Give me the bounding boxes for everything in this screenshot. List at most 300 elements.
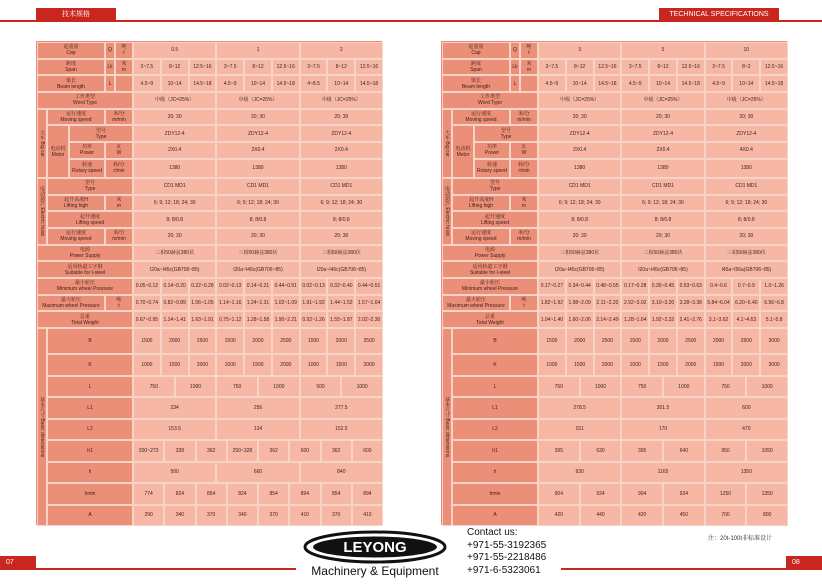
table-cell: 20; 30 [705, 109, 788, 126]
table-cell: 370 [258, 505, 289, 526]
table-cell: 1380 [538, 159, 621, 178]
table-cell: 1380 [621, 159, 704, 178]
table-cell: 934 [663, 483, 705, 504]
table-cell: 1.14~1.41 [161, 311, 189, 328]
header-tag-left: 技术规格 [36, 8, 116, 22]
motor-group-label: 电动机 Motor [452, 125, 474, 177]
table-cell: 8~12 [327, 59, 355, 76]
table-cell: 3.1~3.62 [705, 311, 733, 328]
table-cell: 0.70~0.74 [133, 295, 161, 312]
table-cell: 12.5~16 [677, 59, 705, 76]
row-label: 型号 Type [474, 125, 538, 142]
table-cell: 3.28~3.38 [677, 295, 705, 312]
row-label: L [47, 376, 133, 397]
table-cell: 12.5~16 [594, 59, 622, 76]
table-cell: 14.5~18 [355, 75, 383, 92]
table-cell: 1.24~1.31 [244, 295, 272, 312]
table-cell: 950 [705, 440, 747, 461]
row-label: 功率 Power [474, 142, 510, 159]
row-label: 型号 Type [47, 178, 133, 195]
table-cell: 1500 [538, 328, 566, 354]
table-cell: 4.1~4.63 [732, 311, 760, 328]
table-cell: 2500 [272, 328, 300, 354]
contact-phone: +971-55-2218486 [467, 552, 547, 563]
table-cell: 340 [227, 505, 258, 526]
table-cell: 14.5~18 [677, 75, 705, 92]
page-number-right: 08 [786, 556, 822, 570]
table-cell: 904 [538, 483, 580, 504]
table-cell: 0.67~0.95 [133, 311, 161, 328]
row-label: hmin [452, 483, 538, 504]
row-unit-label: 米 m [510, 195, 538, 212]
table-cell: 0.48~0.55 [594, 278, 622, 295]
table-cell: 2500 [677, 328, 705, 354]
table-cell: 470 [705, 419, 788, 440]
table-cell: 0.02~0.13 [300, 278, 328, 295]
side-group-label: 大车 Big car [442, 109, 452, 178]
table-cell: 1.60~2.06 [566, 311, 594, 328]
brand-logo [300, 530, 450, 580]
row-label: hmin [47, 483, 133, 504]
table-cell: 14.5~18 [760, 75, 788, 92]
table-cell: 2.14~2.49 [594, 311, 622, 328]
row-unit: Lk [105, 59, 115, 76]
table-cell: 278.5 [538, 397, 621, 418]
table-cell: 10 [705, 42, 788, 59]
table-cell: 三相50赫兹380伏 [705, 245, 788, 262]
table-cell: 1 [216, 42, 299, 59]
row-unit-label: 吨 t [115, 42, 133, 59]
table-cell: 20; 30 [705, 228, 788, 245]
row-label: 梁长 Beam length [37, 75, 105, 92]
table-cell: I20a~I45c(GB706~85) [216, 261, 299, 278]
table-cell: 924 [580, 483, 622, 504]
table-cell: 2000 [705, 328, 733, 354]
table-cell: 600 [705, 397, 788, 418]
table-cell: 1000 [341, 376, 383, 397]
table-cell: 750 [133, 376, 175, 397]
table-cell: 0.17~0.28 [621, 278, 649, 295]
table-cell: 6; 9; 12; 18; 24; 30 [705, 195, 788, 212]
table-cell: 1.14~1.16 [216, 295, 244, 312]
row-label: h1 [452, 440, 538, 461]
table-cell: 1500 [566, 354, 594, 375]
table-cell: 600 [289, 440, 320, 461]
row-label: h [452, 462, 538, 483]
table-cell: 0.44~0.51 [355, 278, 383, 295]
table-cell: 420 [538, 505, 580, 526]
table-cell: 6.20~6.40 [732, 295, 760, 312]
table-cell: 1.92~2.32 [649, 311, 677, 328]
table-cell: 600 [352, 440, 383, 461]
table-cell: 824 [164, 483, 195, 504]
table-cell: 8~2 [732, 59, 760, 76]
table-cell: 0.14~0.21 [244, 278, 272, 295]
row-label: 工作类型 Word Type [37, 92, 133, 109]
table-cell: ZDY12-4 [538, 125, 621, 142]
table-cell: 362 [258, 440, 289, 461]
row-label: 最大轮压 Maximum wheel Pressure [37, 295, 105, 312]
table-cell: ZDY12-4 [216, 125, 299, 142]
table-cell: 3~7.5 [300, 59, 328, 76]
table-cell: 1500 [327, 354, 355, 375]
table-cell: 2500 [189, 328, 217, 354]
contact-block [467, 527, 546, 577]
table-cell: 8; 8/0.8 [216, 211, 299, 228]
table-cell: CD1 MD1 [621, 178, 704, 195]
table-cell: 2000 [272, 354, 300, 375]
table-cell: 200~273 [133, 440, 164, 461]
table-cell: 894 [352, 483, 383, 504]
table-cell: 3.10~3.20 [649, 295, 677, 312]
table-cell: 1350 [746, 483, 788, 504]
table-cell: 0.32~0.40 [327, 278, 355, 295]
table-cell: 14.5~18 [189, 75, 217, 92]
table-cell: 930 [538, 462, 621, 483]
side-group-label: 基本尺寸 Basic dimensions [37, 328, 47, 526]
contact-phone: +971-55-3192365 [467, 539, 547, 551]
row-label: A [452, 505, 538, 526]
table-cell: 1500 [216, 328, 244, 354]
table-cell: 2000 [566, 328, 594, 354]
row-label: h1 [47, 440, 133, 461]
row-unit-label: 米 m [115, 59, 133, 76]
table-cell: 250~328 [227, 440, 258, 461]
row-label: 适用轨道工字钢 Suitable for I-steel [442, 261, 538, 278]
table-cell: 234 [133, 397, 216, 418]
row-label: 运行速度 Moving speed [452, 228, 510, 245]
table-cell: 2X0.4 [133, 142, 216, 159]
table-cell: 0.14~0.20 [161, 278, 189, 295]
table-cell: 2.92~3.02 [621, 295, 649, 312]
row-label: 梁长 Beam length [442, 75, 510, 92]
table-cell: 2000 [327, 328, 355, 354]
table-cell: 8; 8/0.8 [621, 211, 704, 228]
row-label: K [452, 354, 538, 375]
table-cell: 12.5~16 [272, 59, 300, 76]
table-cell: 2000 [244, 328, 272, 354]
row-label: 功率 Power [69, 142, 105, 159]
table-cell: 6; 9; 12; 18; 24; 30 [133, 195, 216, 212]
table-cell: 中级（JC=25%） [621, 92, 704, 109]
table-cell: 1.55~1.87 [327, 311, 355, 328]
table-cell: 8; 8/0.8 [538, 211, 621, 228]
table-cell: 1500 [300, 328, 328, 354]
row-unit: Lk [510, 59, 520, 76]
footer-bar-left [36, 568, 296, 570]
table-cell: 20; 30 [538, 109, 621, 126]
table-cell: 660 [216, 462, 299, 483]
table-cell: 10~14 [161, 75, 189, 92]
table-cell: ZDY12-4 [133, 125, 216, 142]
note: 注：20t-100t非标准设计 [708, 536, 773, 542]
table-cell: 277.5 [300, 397, 383, 418]
table-cell: 2500 [732, 328, 760, 354]
table-cell: 840 [300, 462, 383, 483]
table-cell: 1000 [175, 376, 217, 397]
table-cell: 0.82~0.89 [161, 295, 189, 312]
table-cell: 1.02~1.09 [272, 295, 300, 312]
table-cell: 3~7.5 [538, 59, 566, 76]
table-cell: 12.5~16 [189, 59, 217, 76]
table-cell: 8; 8/0.8 [300, 211, 383, 228]
table-cell: I20a~I45c(GB706~85) [133, 261, 216, 278]
table-cell: 1000 [746, 376, 788, 397]
table-cell: 8~12 [161, 59, 189, 76]
table-cell: 1000 [300, 354, 328, 375]
table-cell: 2.02~2.30 [355, 311, 383, 328]
row-label: L1 [452, 397, 538, 418]
table-cell: 10~14 [649, 75, 677, 92]
table-cell: 750 [538, 376, 580, 397]
table-cell: 440 [580, 505, 622, 526]
row-label: 最小轮压 Minimum wheel Pressure [442, 278, 538, 295]
table-cell: 1.44~1.52 [327, 295, 355, 312]
row-unit-label: 吨 t [510, 295, 538, 312]
table-cell: 1.0~1.26 [760, 278, 788, 295]
table-cell: 1000 [133, 354, 161, 375]
header-tag-right: TECHNICAL SPECIFICATIONS [659, 8, 779, 22]
table-cell: 1.98~2.09 [566, 295, 594, 312]
table-cell: 1000 [258, 376, 300, 397]
table-cell: 3000 [760, 354, 788, 375]
table-cell: 14.5~18 [272, 75, 300, 92]
table-cell: I45a~I56a(GB706~85) [705, 261, 788, 278]
table-cell: 1.63~1.91 [189, 311, 217, 328]
row-unit: Q [105, 42, 115, 59]
table-cell: 500 [300, 376, 342, 397]
row-unit-label: 米/分 m/min [105, 228, 133, 245]
row-label: 适用轨道工字钢 Suitable for I-steel [37, 261, 133, 278]
row-label: B [47, 328, 133, 354]
row-unit-label: 米 m [105, 195, 133, 212]
table-cell: 三相50赫兹380伏 [300, 245, 383, 262]
table-cell: 395 [621, 440, 663, 461]
row-unit-label: 米/分 m/min [510, 228, 538, 245]
row-label: 型号 Type [452, 178, 538, 195]
row-unit-label [520, 75, 538, 92]
table-cell: 8~12 [649, 59, 677, 76]
table-cell: 134 [216, 419, 299, 440]
table-cell: 4.5~9 [133, 75, 161, 92]
table-cell: 340 [164, 505, 195, 526]
table-cell: 301.5 [621, 397, 704, 418]
table-cell: 2000 [161, 328, 189, 354]
table-cell: 2.41~2.76 [677, 311, 705, 328]
table-cell: 1380 [300, 159, 383, 178]
row-unit-label: 吨 t [105, 295, 133, 312]
table-cell: 20; 30 [538, 228, 621, 245]
table-cell: 854 [321, 483, 352, 504]
table-cell: 1500 [621, 328, 649, 354]
row-label: 跨度 Span [442, 59, 510, 76]
footer-bar-right [561, 568, 786, 570]
table-cell: 10~14 [566, 75, 594, 92]
row-unit-label: 米/分 m/min [105, 109, 133, 126]
table-cell: 20; 30 [133, 109, 216, 126]
table-cell: 2 [300, 42, 383, 59]
table-cell: 750 [216, 376, 258, 397]
table-cell: 20; 30 [216, 109, 299, 126]
row-label: 最大轮压 Maximum wheel Pressure [442, 295, 510, 312]
table-cell: 410 [289, 505, 320, 526]
table-cell: 2500 [594, 328, 622, 354]
table-cell: 20; 30 [300, 228, 383, 245]
table-cell: 0.35~0.45 [649, 278, 677, 295]
table-cell: 2000 [677, 354, 705, 375]
table-cell: 2X0.4 [538, 142, 621, 159]
table-cell: 6; 9; 12; 18; 24; 30 [216, 195, 299, 212]
contact-phone: +971-6-5323061 [467, 564, 541, 576]
table-cell: ZDY12-4 [300, 125, 383, 142]
table-cell: 0.44~0.51 [272, 278, 300, 295]
table-cell: 14.5~18 [594, 75, 622, 92]
row-label: 起升高度H Lifting high [47, 195, 105, 212]
row-label: 运行速度 Moving speed [47, 228, 105, 245]
table-cell: 10~14 [732, 75, 760, 92]
table-cell: 3~7.5 [705, 59, 733, 76]
table-cell: 1.57~1.64 [355, 295, 383, 312]
row-label: 起升速度 Lifting speed [452, 211, 538, 228]
table-cell: 0.7~0.9 [732, 278, 760, 295]
table-cell: 894 [289, 483, 320, 504]
table-cell: 1.06~1.05 [189, 295, 217, 312]
row-unit-label: 吨 t [520, 42, 538, 59]
row-label: 起重量 Cap [442, 42, 510, 59]
table-cell: 4.5~9 [538, 75, 566, 92]
table-cell: 中级（JC=25%） [216, 92, 299, 109]
table-cell: 三相50赫兹380伏 [538, 245, 621, 262]
table-cell: 2000 [189, 354, 217, 375]
row-unit: Q [510, 42, 520, 59]
table-cell: 500 [133, 462, 216, 483]
row-label: 电源 Power Supply [442, 245, 538, 262]
table-cell: 450 [663, 505, 705, 526]
table-cell: 4~8.5 [300, 75, 328, 92]
spec-table-right [441, 41, 787, 525]
table-cell: 1350 [705, 462, 788, 483]
table-cell: 中级（JC=25%） [538, 92, 621, 109]
table-cell: ZDY12-4 [705, 125, 788, 142]
table-cell: 1000 [538, 354, 566, 375]
row-label: 型号 Type [69, 125, 133, 142]
table-cell: 1000 [663, 376, 705, 397]
table-cell: 6; 9; 12; 18; 24; 30 [538, 195, 621, 212]
row-label: 转速 Rotary speed [69, 159, 105, 178]
table-cell: 1.91~1.92 [300, 295, 328, 312]
table-cell: 0.92~1.26 [300, 311, 328, 328]
row-unit: L [105, 75, 115, 92]
table-cell: 中级（JC=25%） [133, 92, 216, 109]
table-cell: 395 [538, 440, 580, 461]
table-cell: CD1 MD1 [133, 178, 216, 195]
page-number-left: 07 [0, 556, 36, 570]
table-cell: 170 [621, 419, 704, 440]
table-cell: 1000 [580, 376, 622, 397]
table-cell: 750 [621, 376, 663, 397]
table-cell: 1500 [161, 354, 189, 375]
row-unit-label: 转/分 r/min [510, 159, 538, 178]
table-cell: 1380 [133, 159, 216, 178]
table-cell: 三相50赫兹380伏 [216, 245, 299, 262]
table-cell: 三相50赫兹380伏 [621, 245, 704, 262]
table-cell: 2500 [355, 328, 383, 354]
table-cell: 640 [663, 440, 705, 461]
table-cell: 8; 8/0.8 [133, 211, 216, 228]
table-cell: 1250 [705, 483, 747, 504]
table-cell: CD1 MD1 [300, 178, 383, 195]
row-label: 转速 Rotary speed [474, 159, 510, 178]
table-cell: 1500 [649, 354, 677, 375]
table-cell: 3~7.5 [133, 59, 161, 76]
row-label: 总重 Total Weight [37, 311, 133, 328]
table-cell: 6.56~6.8 [760, 295, 788, 312]
table-cell: I20a~I45c(GB706~85) [621, 261, 704, 278]
row-label: L [452, 376, 538, 397]
table-cell: 1.04~1.40 [538, 311, 566, 328]
row-label: 跨度 Span [37, 59, 105, 76]
table-cell: 1.28~1.58 [244, 311, 272, 328]
table-cell: 2X0.4 [621, 142, 704, 159]
contact-title: Contact us: [467, 527, 518, 538]
table-cell: 800 [746, 505, 788, 526]
row-label: K [47, 354, 133, 375]
table-cell: 6; 9; 12; 18; 24; 30 [300, 195, 383, 212]
row-label: 起重量 Cap [37, 42, 105, 59]
table-cell: 2000 [355, 354, 383, 375]
row-unit-label [115, 75, 133, 92]
table-cell: 630 [580, 440, 622, 461]
table-cell: 4.5~9 [621, 75, 649, 92]
row-unit-label: 米 m [520, 59, 538, 76]
table-cell: 2000 [649, 328, 677, 354]
table-cell: 256 [216, 397, 299, 418]
table-cell: 4.5~9 [216, 75, 244, 92]
table-cell: 0.75~1.12 [216, 311, 244, 328]
table-cell: 8; 8/0.8 [705, 211, 788, 228]
table-cell: 420 [621, 505, 663, 526]
table-cell: 750 [705, 376, 747, 397]
row-label: 总重 Total Weight [442, 311, 538, 328]
table-cell: I20a~I45c(GB706~85) [538, 261, 621, 278]
row-label: 起升高度H Lifting high [452, 195, 510, 212]
table-cell: 8~12 [244, 59, 272, 76]
table-cell: 20; 30 [216, 228, 299, 245]
row-label: 电源 Power Supply [37, 245, 133, 262]
table-cell: 1380 [216, 159, 299, 178]
table-cell: 410 [352, 505, 383, 526]
table-cell: 370 [321, 505, 352, 526]
table-cell: 151 [538, 419, 621, 440]
table-cell: CD1 MD1 [216, 178, 299, 195]
table-cell: 370 [196, 505, 227, 526]
side-group-label: 电动葫芦 Electric hoist [37, 178, 47, 245]
table-cell: 1500 [705, 354, 733, 375]
table-cell: 2000 [594, 354, 622, 375]
table-cell: 1050 [746, 440, 788, 461]
table-cell: 2000 [732, 354, 760, 375]
row-unit-label: 瓦 W [510, 142, 538, 159]
table-cell: 1.28~1.64 [621, 311, 649, 328]
table-cell: 1000 [621, 354, 649, 375]
table-cell: 152.5 [300, 419, 383, 440]
row-label: L1 [47, 397, 133, 418]
side-group-label: 基本尺寸 Basic dimensions [442, 328, 452, 526]
table-cell: 20; 30 [133, 228, 216, 245]
table-cell: 12.5~16 [760, 59, 788, 76]
table-cell: 12.5~16 [355, 59, 383, 76]
row-label: 运行速度 Moving speed [452, 109, 510, 126]
